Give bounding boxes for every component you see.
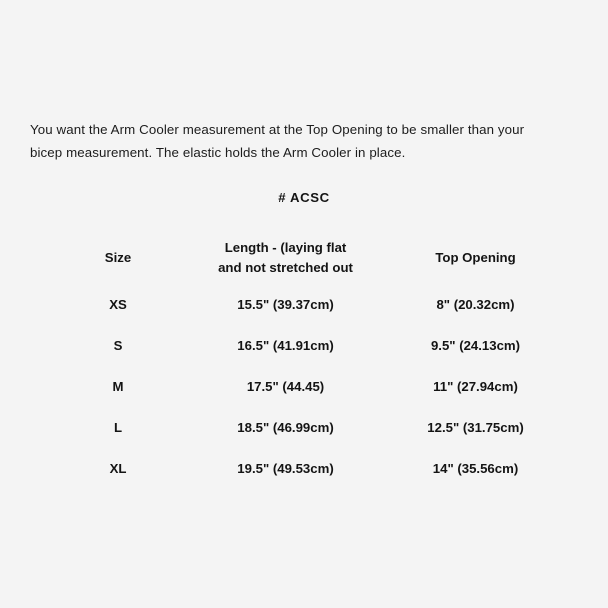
cell-top-opening: 11" (27.94cm) [433,379,518,394]
cell-size: M [112,379,124,394]
column-header-length-line-2: and not stretched out [218,260,353,275]
cell-top-opening: 9.5" (24.13cm) [430,338,521,353]
table-row [58,366,558,407]
column-header-size-label: Size [104,250,132,265]
cell-size: S [113,338,123,353]
sku-label: # ACSC [278,190,330,205]
table-head [58,232,558,284]
column-header-length-line-1: Length - (laying flat [224,240,347,255]
table-header-row [58,232,558,284]
cell-top-opening: 14" (35.56cm) [432,461,519,476]
column-header-top-opening-label: Top Opening [435,250,516,265]
table-row [58,407,558,448]
cell-length: 19.5" (49.53cm) [237,461,334,476]
cell-size: XS [109,297,127,312]
cell-top-opening: 12.5" (31.75cm) [427,420,524,435]
intro-line-1: You want the Arm Cooler measurement at the Top Opening to be smaller than your [30,122,525,137]
cell-top-opening: 8" (20.32cm) [436,297,515,312]
cell-size: XL [109,461,127,476]
column-header-top-opening [393,232,558,284]
column-header-size [58,232,178,284]
table-row [58,284,558,325]
table-body [58,284,558,489]
cell-length: 18.5" (46.99cm) [237,420,334,435]
cell-size: L [113,420,123,435]
size-chart-table [58,232,558,489]
table-row [58,325,558,366]
column-header-length [178,232,393,284]
intro-paragraph [30,118,578,164]
cell-length: 16.5" (41.91cm) [237,338,334,353]
table-row [58,448,558,489]
cell-length: 17.5" (44.45) [246,379,325,394]
intro-line-2: bicep measurement. The elastic holds the Arm Cooler in place. [30,145,406,160]
cell-length: 15.5" (39.37cm) [237,297,334,312]
